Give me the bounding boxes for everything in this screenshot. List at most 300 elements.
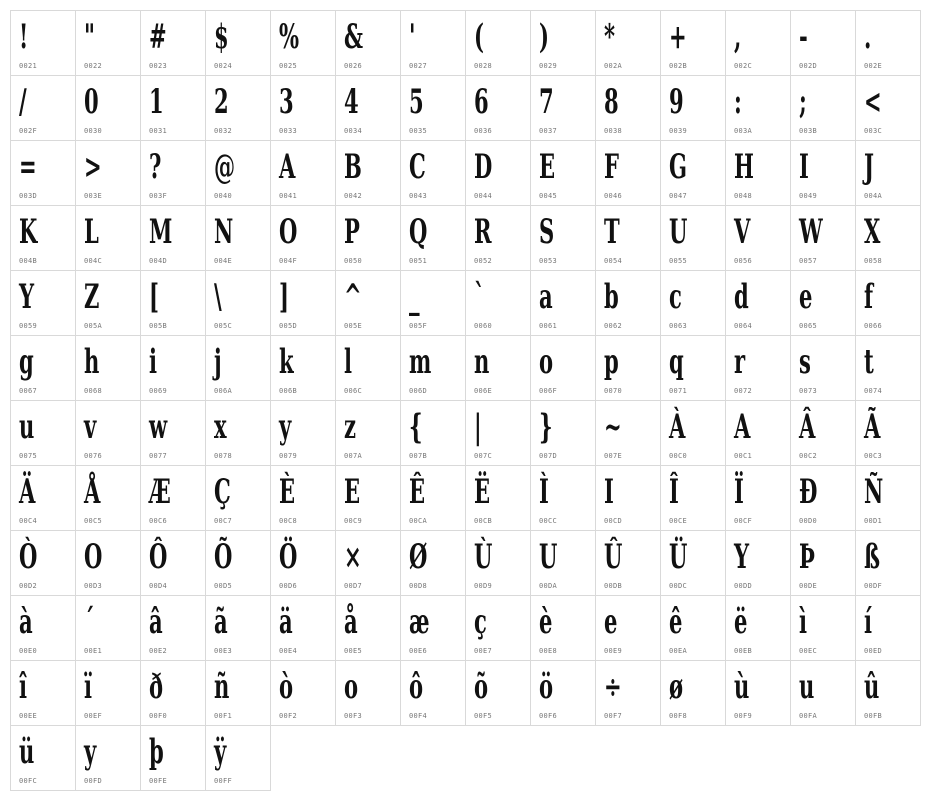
glyph-char: ò [279,667,294,707]
glyph-codepoint: 00E5 [344,647,363,655]
glyph-cell [466,76,531,141]
glyph-cell [271,401,336,466]
glyph-char: õ [474,667,489,707]
glyph-cell [271,336,336,401]
glyph-char: x [214,407,227,447]
glyph-codepoint: 0049 [799,192,818,200]
glyph-char: È [279,472,296,512]
glyph-codepoint: 00DD [734,582,753,590]
glyph-codepoint: 004B [19,257,38,265]
glyph-cell [466,11,531,76]
glyph-char: ´ [84,602,95,642]
glyph-char: o [344,667,359,707]
glyph-codepoint: 0041 [279,192,298,200]
glyph-cell [271,271,336,336]
glyph-codepoint: 00E9 [604,647,623,655]
glyph-char: R [474,212,492,252]
glyph-char: l [344,342,353,382]
glyph-char: X [864,212,881,252]
glyph-char: ù [734,667,750,707]
glyph-char: 8 [604,82,619,122]
glyph-cell [856,206,921,271]
glyph-cell [206,336,271,401]
glyph-char: ( [474,17,484,57]
glyph-cell [141,271,206,336]
glyph-char: V [734,212,751,252]
glyph-codepoint: 007E [604,452,623,460]
glyph-codepoint: 00F3 [344,712,363,720]
glyph-cell [271,531,336,596]
glyph-cell [726,141,791,206]
glyph-cell [11,336,76,401]
glyph-cell [856,531,921,596]
glyph-cell [856,401,921,466]
glyph-char: D [474,147,493,187]
glyph-codepoint: 00CF [734,517,753,525]
glyph-codepoint: 00FA [799,712,818,720]
glyph-cell [271,76,336,141]
glyph-char: þ [149,732,164,772]
glyph-codepoint: 0029 [539,62,558,70]
glyph-codepoint: 00F4 [409,712,428,720]
glyph-char: G [669,147,688,187]
glyph-cell [531,141,596,206]
glyph-char: ñ [214,667,230,707]
glyph-cell [336,11,401,76]
glyph-codepoint: 00C0 [669,452,688,460]
glyph-char: " [84,17,95,57]
glyph-char: O [279,212,298,252]
glyph-char: 4 [344,82,359,122]
glyph-char: ! [19,17,29,57]
glyph-char: × [344,537,362,577]
glyph-codepoint: 006C [344,387,363,395]
glyph-codepoint: 00F9 [734,712,753,720]
glyph-cell [76,141,141,206]
glyph-codepoint: 0024 [214,62,233,70]
glyph-char: L [84,212,99,252]
glyph-cell [401,206,466,271]
glyph-char: C [409,147,426,187]
glyph-codepoint: 0066 [864,322,883,330]
glyph-cell [466,661,531,726]
glyph-codepoint: 00F8 [669,712,688,720]
glyph-codepoint: 00D7 [344,582,363,590]
glyph-char: Ù [474,537,493,577]
glyph-codepoint: 0068 [84,387,103,395]
glyph-cell [206,76,271,141]
glyph-char: m [409,342,432,382]
glyph-cell [466,531,531,596]
glyph-char: c [669,277,682,317]
glyph-char: @ [214,147,236,187]
glyph-char: e [604,602,618,642]
glyph-char: I [604,472,614,512]
glyph-cell [11,141,76,206]
glyph-cell [596,271,661,336]
glyph-cell [661,401,726,466]
glyph-codepoint: 006F [539,387,558,395]
glyph-codepoint: 00CA [409,517,428,525]
glyph-codepoint: 00D3 [84,582,103,590]
glyph-cell [401,76,466,141]
glyph-codepoint: 0072 [734,387,753,395]
glyph-codepoint: 0033 [279,127,298,135]
glyph-char: = [19,147,37,187]
glyph-char: Å [84,472,101,512]
glyph-char: & [344,17,364,57]
glyph-char: p [604,342,619,382]
glyph-codepoint: 006B [279,387,298,395]
glyph-cell [466,596,531,661]
glyph-char: # [149,17,167,57]
glyph-codepoint: 0074 [864,387,883,395]
glyph-cell [336,271,401,336]
glyph-char: Î [669,472,679,512]
glyph-codepoint: 00F7 [604,712,623,720]
glyph-char: Z [84,277,100,317]
glyph-char: Â [799,407,816,447]
glyph-char: Ï [734,472,744,512]
glyph-char: \ [214,277,222,317]
glyph-char: v [84,407,97,447]
glyph-cell [11,466,76,531]
glyph-codepoint: 002D [799,62,818,70]
glyph-codepoint: 007B [409,452,428,460]
glyph-char: , [734,17,742,57]
glyph-cell [141,76,206,141]
glyph-char: F [604,147,619,187]
glyph-codepoint: 0035 [409,127,428,135]
glyph-cell [401,531,466,596]
glyph-cell [856,76,921,141]
glyph-codepoint: 0022 [84,62,103,70]
glyph-cell [531,336,596,401]
glyph-cell [661,596,726,661]
glyph-char: Ì [539,472,549,512]
glyph-cell [466,141,531,206]
glyph-char: S [539,212,555,252]
glyph-cell [596,661,661,726]
glyph-char: ) [539,17,549,57]
glyph-codepoint: 00ED [864,647,883,655]
glyph-cell [206,661,271,726]
glyph-cell [141,661,206,726]
glyph-codepoint: 00F1 [214,712,233,720]
glyph-char: ? [149,147,162,187]
glyph-char: à [19,602,33,642]
glyph-cell [11,206,76,271]
glyph-cell [856,141,921,206]
glyph-char: } [539,407,553,447]
glyph-cell [11,271,76,336]
glyph-codepoint: 00C1 [734,452,753,460]
glyph-codepoint: 00F2 [279,712,298,720]
glyph-char: 5 [409,82,424,122]
glyph-char: i [149,342,158,382]
glyph-cell [336,531,401,596]
glyph-codepoint: 0067 [19,387,38,395]
glyph-codepoint: 00EF [84,712,103,720]
glyph-cell [76,271,141,336]
glyph-char: I [799,147,809,187]
glyph-cell [791,466,856,531]
glyph-char: ø [669,667,684,707]
glyph-char: Ü [669,537,688,577]
glyph-codepoint: 002B [669,62,688,70]
glyph-char: Q [409,212,428,252]
glyph-cell [596,466,661,531]
glyph-char: u [19,407,35,447]
glyph-codepoint: 00DF [864,582,883,590]
glyph-cell [206,401,271,466]
glyph-char: K [19,212,38,252]
glyph-codepoint: 0077 [149,452,168,460]
glyph-char: ê [669,602,683,642]
glyph-char: E [344,472,361,512]
glyph-cell [726,76,791,141]
glyph-codepoint: 0048 [734,192,753,200]
glyph-codepoint: 0044 [474,192,493,200]
glyph-char: ; [799,82,807,122]
glyph-codepoint: 0046 [604,192,623,200]
glyph-codepoint: 0057 [799,257,818,265]
glyph-cell [206,726,271,791]
glyph-codepoint: 00DC [669,582,688,590]
glyph-codepoint: 00C8 [279,517,298,525]
glyph-char: J [864,147,874,187]
glyph-codepoint: 00DE [799,582,818,590]
glyph-cell [856,466,921,531]
glyph-char: 3 [279,82,294,122]
glyph-codepoint: 006E [474,387,493,395]
glyph-cell [206,466,271,531]
glyph-codepoint: 003A [734,127,753,135]
glyph-char: + [669,17,687,57]
glyph-codepoint: 00E4 [279,647,298,655]
glyph-char: P [344,212,360,252]
glyph-codepoint: 004A [864,192,883,200]
glyph-cell [401,596,466,661]
glyph-char: - [799,17,808,57]
glyph-cell [401,11,466,76]
glyph-char: Ô [149,537,168,577]
glyph-char: y [84,732,97,772]
glyph-codepoint: 0036 [474,127,493,135]
glyph-char: í [864,602,873,642]
glyph-char: Ø [409,537,428,577]
glyph-cell [531,271,596,336]
glyph-codepoint: 00C7 [214,517,233,525]
glyph-codepoint: 00F5 [474,712,493,720]
glyph-cell [791,11,856,76]
glyph-cell [596,11,661,76]
glyph-char: U [539,537,558,577]
glyph-char: u [799,667,815,707]
glyph-cell [856,596,921,661]
glyph-codepoint: 005C [214,322,233,330]
glyph-codepoint: 00E6 [409,647,428,655]
glyph-cell [141,336,206,401]
glyph-char: a [539,277,553,317]
glyph-cell [661,466,726,531]
glyph-codepoint: 0021 [19,62,38,70]
glyph-codepoint: 004C [84,257,103,265]
glyph-codepoint: 00EC [799,647,818,655]
glyph-codepoint: 00F6 [539,712,558,720]
glyph-cell [661,531,726,596]
glyph-cell [76,726,141,791]
glyph-char: % [279,17,300,57]
glyph-char: d [734,277,749,317]
glyph-codepoint: 00E7 [474,647,493,655]
glyph-codepoint: 0042 [344,192,363,200]
glyph-char: z [344,407,356,447]
glyph-char: Ñ [864,472,884,512]
glyph-codepoint: 0037 [539,127,558,135]
glyph-char: w [149,407,168,447]
glyph-cell [791,401,856,466]
glyph-codepoint: 0062 [604,322,623,330]
glyph-char: Ò [19,537,38,577]
glyph-cell [791,141,856,206]
glyph-codepoint: 0070 [604,387,623,395]
glyph-cell [76,76,141,141]
glyph-codepoint: 00FD [84,777,103,785]
glyph-cell [11,76,76,141]
glyph-cell [401,336,466,401]
glyph-codepoint: 00DA [539,582,558,590]
glyph-cell [76,336,141,401]
glyph-codepoint: 00E2 [149,647,168,655]
glyph-cell [271,596,336,661]
glyph-cell [141,141,206,206]
glyph-char: 6 [474,82,489,122]
glyph-codepoint: 007A [344,452,363,460]
glyph-codepoint: 0051 [409,257,428,265]
glyph-cell [596,401,661,466]
glyph-char: ÷ [604,667,622,707]
glyph-char: ~ [604,407,622,447]
glyph-codepoint: 003F [149,192,168,200]
glyph-codepoint: 0052 [474,257,493,265]
glyph-codepoint: 007D [539,452,558,460]
glyph-codepoint: 00E3 [214,647,233,655]
glyph-codepoint: 00EE [19,712,38,720]
glyph-codepoint: 0065 [799,322,818,330]
glyph-codepoint: 0056 [734,257,753,265]
glyph-char: W [799,212,823,252]
glyph-char: Û [604,537,623,577]
glyph-cell [336,76,401,141]
glyph-cell [466,401,531,466]
glyph-char: . [864,17,872,57]
glyph-cell [141,401,206,466]
glyph-codepoint: 00DB [604,582,623,590]
glyph-char: n [474,342,490,382]
glyph-cell [336,206,401,271]
glyph-char: Y [734,537,750,577]
glyph-char: ä [279,602,293,642]
glyph-codepoint: 005A [84,322,103,330]
glyph-char: _ [409,277,420,317]
glyph-char: y [279,407,292,447]
glyph-cell [856,336,921,401]
glyph-char: $ [214,17,229,57]
glyph-char: ì [799,602,808,642]
glyph-char: ' [409,17,416,57]
glyph-cell [726,11,791,76]
glyph-codepoint: 00FE [149,777,168,785]
glyph-cell [531,531,596,596]
glyph-codepoint: 002F [19,127,38,135]
glyph-char: o [539,342,554,382]
glyph-cell [271,206,336,271]
glyph-cell [531,466,596,531]
glyph-codepoint: 0059 [19,322,38,330]
glyph-codepoint: 0026 [344,62,363,70]
glyph-codepoint: 002A [604,62,623,70]
glyph-cell [336,466,401,531]
glyph-char: B [344,147,362,187]
glyph-cell [531,206,596,271]
glyph-codepoint: 00FF [214,777,233,785]
glyph-cell [11,661,76,726]
glyph-cell [726,661,791,726]
glyph-codepoint: 0053 [539,257,558,265]
glyph-cell [206,531,271,596]
glyph-cell [271,466,336,531]
glyph-char: Æ [149,472,171,512]
glyph-cell [596,141,661,206]
glyph-char: 9 [669,82,684,122]
glyph-codepoint: 0043 [409,192,428,200]
glyph-codepoint: 0031 [149,127,168,135]
glyph-char: ö [539,667,554,707]
glyph-codepoint: 00EA [669,647,688,655]
glyph-cell [206,596,271,661]
glyph-codepoint: 00C6 [149,517,168,525]
glyph-char: 1 [149,82,164,122]
glyph-codepoint: 00D8 [409,582,428,590]
glyph-char: < [864,82,882,122]
glyph-codepoint: 00D9 [474,582,493,590]
glyph-cell [856,271,921,336]
glyph-cell [271,141,336,206]
glyph-codepoint: 00D5 [214,582,233,590]
glyph-cell [661,661,726,726]
glyph-codepoint: 00C4 [19,517,38,525]
glyph-char: Ê [409,472,426,512]
glyph-codepoint: 0028 [474,62,493,70]
glyph-char: e [799,277,813,317]
glyph-cell [661,11,726,76]
glyph-codepoint: 00CD [604,517,623,525]
glyph-char: 2 [214,82,229,122]
glyph-cell [401,466,466,531]
glyph-char: q [669,342,684,382]
glyph-cell [791,206,856,271]
glyph-cell [271,11,336,76]
glyph-codepoint: 0050 [344,257,363,265]
glyph-codepoint: 00CE [669,517,688,525]
glyph-cell [206,141,271,206]
glyph-cell [336,141,401,206]
glyph-char: h [84,342,100,382]
glyph-codepoint: 004E [214,257,233,265]
glyph-char: O [84,537,103,577]
glyph-cell [531,401,596,466]
